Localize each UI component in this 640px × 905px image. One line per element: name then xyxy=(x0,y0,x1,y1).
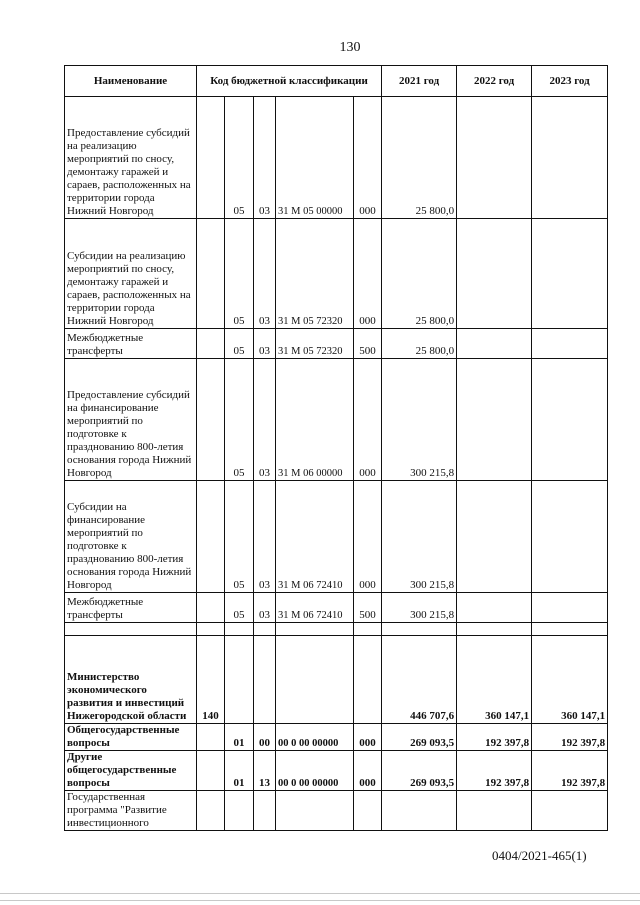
cell-2021 xyxy=(382,623,457,636)
cell-2023 xyxy=(532,359,608,481)
cell-code-target: 31 М 06 00000 xyxy=(276,359,354,481)
cell-code-type: 500 xyxy=(354,329,382,359)
header-2021: 2021 год xyxy=(382,66,457,97)
document-code: 0404/2021-465(1) xyxy=(492,848,587,863)
cell-name: Другие общегосударственные вопросы xyxy=(65,751,197,791)
scan-edge-line xyxy=(0,900,640,901)
cell-2023 xyxy=(532,623,608,636)
cell-code-type: 500 xyxy=(354,593,382,623)
table-row xyxy=(65,97,608,219)
table-row xyxy=(65,359,608,481)
cell-code-admin xyxy=(197,329,225,359)
table-row xyxy=(65,481,608,593)
cell-code-section xyxy=(225,791,254,831)
cell-2023: 192 397,8 xyxy=(532,724,608,751)
cell-2022: 360 147,1 xyxy=(457,636,532,724)
cell-code-section: 05 xyxy=(225,359,254,481)
cell-name: Предоставление субсидий на реализацию мероприятий по сносу, демонтажу гаражей и сараев, расположенных на территории города Нижний Новгород xyxy=(65,97,197,219)
cell-code-admin xyxy=(197,481,225,593)
cell-2023 xyxy=(532,97,608,219)
cell-code-type xyxy=(354,623,382,636)
cell-name: Предоставление субсидий на финансирование мероприятий по подготовке к празднованию 800-летия основания города Нижний Новгород xyxy=(65,359,197,481)
cell-code-admin xyxy=(197,593,225,623)
cell-code-section: 05 xyxy=(225,593,254,623)
cell-name: Субсидии на реализацию мероприятий по сносу, демонтажу гаражей и сараев, расположенных на территории города Нижний Новгород xyxy=(65,219,197,329)
header-code: Код бюджетной классификации xyxy=(197,66,382,97)
cell-2023 xyxy=(532,329,608,359)
cell-code-admin xyxy=(197,724,225,751)
cell-2022 xyxy=(457,791,532,831)
cell-name: Межбюджетные трансферты xyxy=(65,593,197,623)
cell-code-subsection: 13 xyxy=(254,751,276,791)
cell-2022 xyxy=(457,329,532,359)
table-row xyxy=(65,636,608,724)
table-row xyxy=(65,593,608,623)
cell-name: Общегосударственные вопросы xyxy=(65,724,197,751)
cell-2023 xyxy=(532,593,608,623)
budget-table xyxy=(64,65,608,831)
cell-2023: 360 147,1 xyxy=(532,636,608,724)
cell-2021: 446 707,6 xyxy=(382,636,457,724)
cell-code-admin xyxy=(197,751,225,791)
cell-code-subsection xyxy=(254,791,276,831)
cell-2021: 25 800,0 xyxy=(382,329,457,359)
cell-code-admin xyxy=(197,359,225,481)
cell-code-section: 01 xyxy=(225,724,254,751)
cell-name: Министерство экономического развития и инвестиций Нижегородской области xyxy=(65,636,197,724)
cell-code-section: 05 xyxy=(225,219,254,329)
cell-2023: 192 397,8 xyxy=(532,751,608,791)
cell-code-type: 000 xyxy=(354,219,382,329)
table-row xyxy=(65,219,608,329)
cell-code-target: 31 М 06 72410 xyxy=(276,481,354,593)
cell-code-type xyxy=(354,636,382,724)
blank-row xyxy=(65,623,608,636)
cell-2021: 269 093,5 xyxy=(382,724,457,751)
cell-code-subsection: 03 xyxy=(254,219,276,329)
cell-code-type: 000 xyxy=(354,359,382,481)
cell-code-type: 000 xyxy=(354,481,382,593)
cell-2021: 25 800,0 xyxy=(382,219,457,329)
cell-code-type: 000 xyxy=(354,724,382,751)
table-header-row xyxy=(65,66,608,97)
cell-code-admin xyxy=(197,791,225,831)
cell-code-subsection: 00 xyxy=(254,724,276,751)
cell-2021: 300 215,8 xyxy=(382,481,457,593)
cell-code-target: 00 0 00 00000 xyxy=(276,751,354,791)
cell-2022 xyxy=(457,97,532,219)
cell-code-subsection xyxy=(254,636,276,724)
table-row xyxy=(65,791,608,831)
cell-code-subsection: 03 xyxy=(254,481,276,593)
cell-name: Государственная программа "Развитие инвестиционного xyxy=(65,791,197,831)
cell-name xyxy=(65,623,197,636)
cell-code-type: 000 xyxy=(354,97,382,219)
cell-code-subsection xyxy=(254,623,276,636)
table-row xyxy=(65,724,608,751)
cell-code-subsection: 03 xyxy=(254,593,276,623)
cell-code-section xyxy=(225,623,254,636)
cell-code-target xyxy=(276,636,354,724)
header-2023: 2023 год xyxy=(532,66,608,97)
cell-code-target xyxy=(276,623,354,636)
cell-code-section xyxy=(225,636,254,724)
page-number: 130 xyxy=(339,40,361,55)
cell-2022 xyxy=(457,593,532,623)
cell-code-type: 000 xyxy=(354,751,382,791)
cell-code-admin: 140 xyxy=(197,636,225,724)
cell-code-type xyxy=(354,791,382,831)
cell-2021 xyxy=(382,791,457,831)
cell-2021: 25 800,0 xyxy=(382,97,457,219)
cell-2023 xyxy=(532,791,608,831)
cell-2022 xyxy=(457,219,532,329)
cell-2021: 300 215,8 xyxy=(382,359,457,481)
cell-2021: 269 093,5 xyxy=(382,751,457,791)
cell-code-target: 31 М 05 72320 xyxy=(276,329,354,359)
cell-2022: 192 397,8 xyxy=(457,751,532,791)
cell-2022 xyxy=(457,623,532,636)
cell-code-section: 05 xyxy=(225,97,254,219)
table-body xyxy=(65,97,608,831)
cell-2021: 300 215,8 xyxy=(382,593,457,623)
cell-code-section: 05 xyxy=(225,329,254,359)
table-row xyxy=(65,751,608,791)
cell-2023 xyxy=(532,481,608,593)
cell-code-admin xyxy=(197,623,225,636)
cell-2023 xyxy=(532,219,608,329)
cell-code-subsection: 03 xyxy=(254,97,276,219)
cell-2022 xyxy=(457,481,532,593)
cell-code-target: 31 М 06 72410 xyxy=(276,593,354,623)
header-2022: 2022 год xyxy=(457,66,532,97)
cell-2022: 192 397,8 xyxy=(457,724,532,751)
cell-code-admin xyxy=(197,97,225,219)
cell-code-admin xyxy=(197,219,225,329)
cell-code-section: 05 xyxy=(225,481,254,593)
cell-code-target: 31 М 05 00000 xyxy=(276,97,354,219)
cell-name: Субсидии на финансирование мероприятий по подготовке к празднованию 800-летия основания города Нижний Новгород xyxy=(65,481,197,593)
header-name: Наименование xyxy=(65,66,197,97)
cell-code-target: 31 М 05 72320 xyxy=(276,219,354,329)
cell-code-target xyxy=(276,791,354,831)
cell-code-section: 01 xyxy=(225,751,254,791)
cell-2022 xyxy=(457,359,532,481)
cell-code-subsection: 03 xyxy=(254,329,276,359)
cell-code-target: 00 0 00 00000 xyxy=(276,724,354,751)
table-row xyxy=(65,329,608,359)
cell-code-subsection: 03 xyxy=(254,359,276,481)
scan-edge-line xyxy=(0,893,640,894)
cell-name: Межбюджетные трансферты xyxy=(65,329,197,359)
